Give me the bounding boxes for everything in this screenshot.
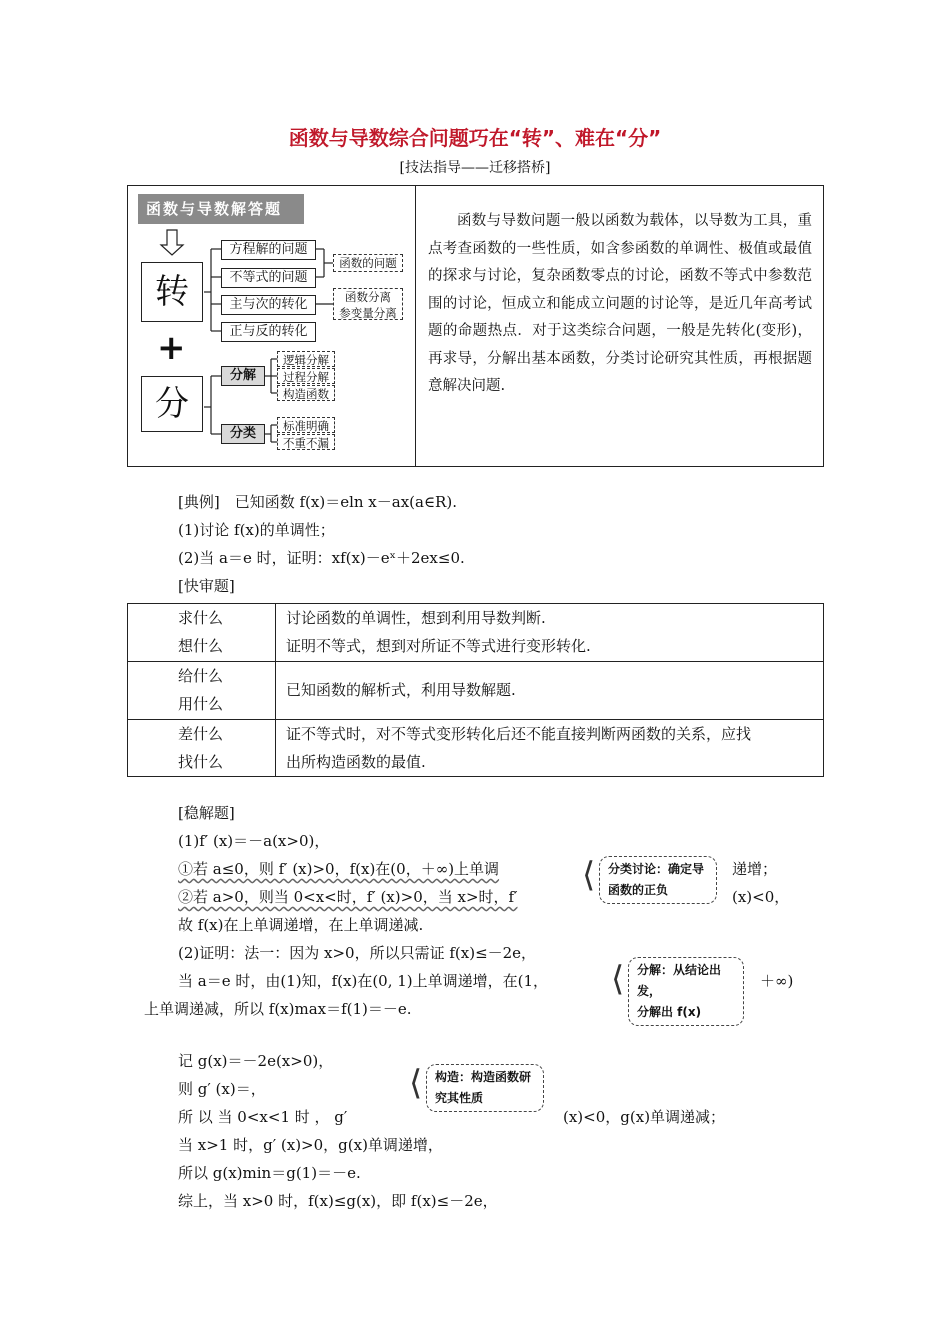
callout-classify [599, 856, 717, 904]
example-statement: [典例] 已知函数 f(x)＝eln x－ax(a∈R). [178, 493, 457, 511]
quick-review-label: [快审题] [178, 577, 235, 595]
plus-sign: + [157, 328, 186, 368]
table-label-line: 求什么 [178, 609, 224, 627]
page-title: 函数与导数综合问题巧在“转”、难在“分” [288, 126, 662, 150]
brace-icon: ⟨ [611, 959, 625, 999]
table-label-line: 用什么 [178, 695, 224, 713]
solution-line: 当 a＝e 时，由(1)知，f(x)在(0, 1)上单调递增，在(1， [178, 972, 549, 990]
callout-line: 分解出 f(x) [637, 1005, 702, 1019]
zhuan-item-positive-negative: 正与反的转化 [221, 322, 316, 342]
zhuan-item-inequality: 不等式的问题 [221, 268, 316, 288]
solution-line: ＋∞) [760, 972, 794, 990]
table-row [128, 604, 823, 662]
solution-line: 所以 g(x)min＝g(1)＝－e. [178, 1164, 361, 1182]
table-row [128, 662, 823, 720]
intro-text: 函数与导数问题一般以函数为载体，以导数为工具，重点考查函数的一些性质，如含参函数的单调性、极值或最值的探求与讨论，复杂函数零点的讨论，函数不等式中参数范围的讨论，恒成立和能成立问题的讨论等，是近几年高考试题的命题热点．对于这类综合问题，一般是先转化(变形)，再求导，分解出基本函数，分类讨论研究其性质，再根据题意解决问题. [428, 213, 812, 394]
solution-line: 所 以 当 0<x<1 时 ， g′ [178, 1108, 348, 1126]
note-function-separation: 函数分离 [345, 290, 391, 304]
diagram-header: 函数与导数解答题 [138, 194, 304, 224]
table-row-content [286, 720, 816, 776]
solution-line: 则 g′ (x)＝， [178, 1080, 266, 1098]
page-subtitle: [技法指导——迁移搭桥] [399, 160, 551, 176]
note-param-separation: 参变量分离 [339, 306, 397, 320]
callout-line: 究其性质 [435, 1091, 484, 1105]
solution-line: 上单调递减，所以 f(x)max＝f(1)＝－e. [144, 1000, 412, 1018]
zhuan-box: 转 [141, 262, 203, 322]
solution-line: (x)<0， [732, 888, 790, 906]
table-row-label [128, 720, 276, 777]
note-function-problem: 函数的问题 [333, 254, 403, 272]
callout-line: 函数的正负 [608, 883, 669, 897]
solution-line: (1)f′ (x)＝－a(x>0)， [178, 832, 330, 850]
table-label-line: 想什么 [178, 637, 224, 655]
solution-line: 递增； [732, 860, 778, 878]
table-label-line: 差什么 [178, 725, 224, 743]
note-no-repeat-no-miss: 不重不漏 [277, 434, 335, 450]
note-process-decompose: 过程分解 [277, 368, 335, 384]
solution-line: 记 g(x)＝－2e(x>0)， [178, 1052, 334, 1070]
table-label-line: 找什么 [178, 753, 224, 771]
table-row-content [286, 676, 816, 704]
callout-line: 分类讨论：确定导 [608, 862, 705, 876]
solution-line: 当 x>1 时，g′ (x)>0，g(x)单调递增， [178, 1136, 443, 1154]
solution-line: 综上，当 x>0 时，f(x)≤g(x)，即 f(x)≤－2e， [178, 1192, 498, 1210]
table-content-line: 已知函数的解析式，利用导数解题. [286, 681, 516, 699]
callout-line: 构造：构造函数研 [435, 1070, 532, 1084]
table-label-line: 给什么 [178, 667, 224, 685]
table-content-line: 讨论函数的单调性，想到利用导数判断. [286, 609, 546, 627]
table-content-line: 出所构造函数的最值. [286, 753, 426, 771]
fen-item-decompose: 分解 [221, 366, 265, 386]
analysis-table [127, 603, 824, 777]
note-separation [333, 288, 403, 320]
solution-line: (2)证明：法一：因为 x>0，所以只需证 f(x)≤－2e， [178, 944, 537, 962]
intro-divider [415, 185, 416, 467]
note-clear-standard: 标准明确 [277, 417, 335, 433]
note-construct-function: 构造函数 [277, 385, 335, 401]
table-row-content [286, 604, 816, 660]
fen-box: 分 [141, 376, 203, 432]
callout-line: 分解：从结论出发， [637, 963, 722, 998]
example-part-1: (1)讨论 f(x)的单调性； [178, 521, 335, 539]
brace-icon: ⟨ [409, 1063, 423, 1103]
solution-line: ①若 a≤0，则 f′ (x)>0，f(x)在(0，＋∞)上单调 [178, 860, 500, 878]
table-row-label [128, 604, 276, 661]
fen-item-classify: 分类 [221, 424, 265, 444]
callout-construct [426, 1064, 544, 1112]
table-row [128, 720, 823, 777]
zhuan-item-equation: 方程解的问题 [221, 240, 316, 260]
table-content-line: 证明不等式，想到对所证不等式进行变形转化. [286, 637, 591, 655]
table-row-label [128, 662, 276, 719]
solution-line: (x)<0，g(x)单调递减； [563, 1108, 726, 1126]
zhuan-item-main-minor: 主与次的转化 [221, 295, 316, 315]
solution-label: [稳解题] [178, 804, 235, 822]
brace-icon: ⟨ [582, 855, 596, 895]
example-part-2: (2)当 a＝e 时，证明：xf(x)－eˣ＋2ex≤0. [178, 549, 465, 567]
solution-line: ②若 a>0，则当 0<x<时，f′ (x)>0，当 x>时，f′ [178, 888, 518, 906]
table-content-line: 证不等式时，对不等式变形转化后还不能直接判断两函数的关系，应找 [286, 725, 752, 743]
solution-line: 故 f(x)在上单调递增，在上单调递减. [178, 916, 424, 934]
note-logic-decompose: 逻辑分解 [277, 351, 335, 367]
callout-decompose [628, 957, 744, 1026]
